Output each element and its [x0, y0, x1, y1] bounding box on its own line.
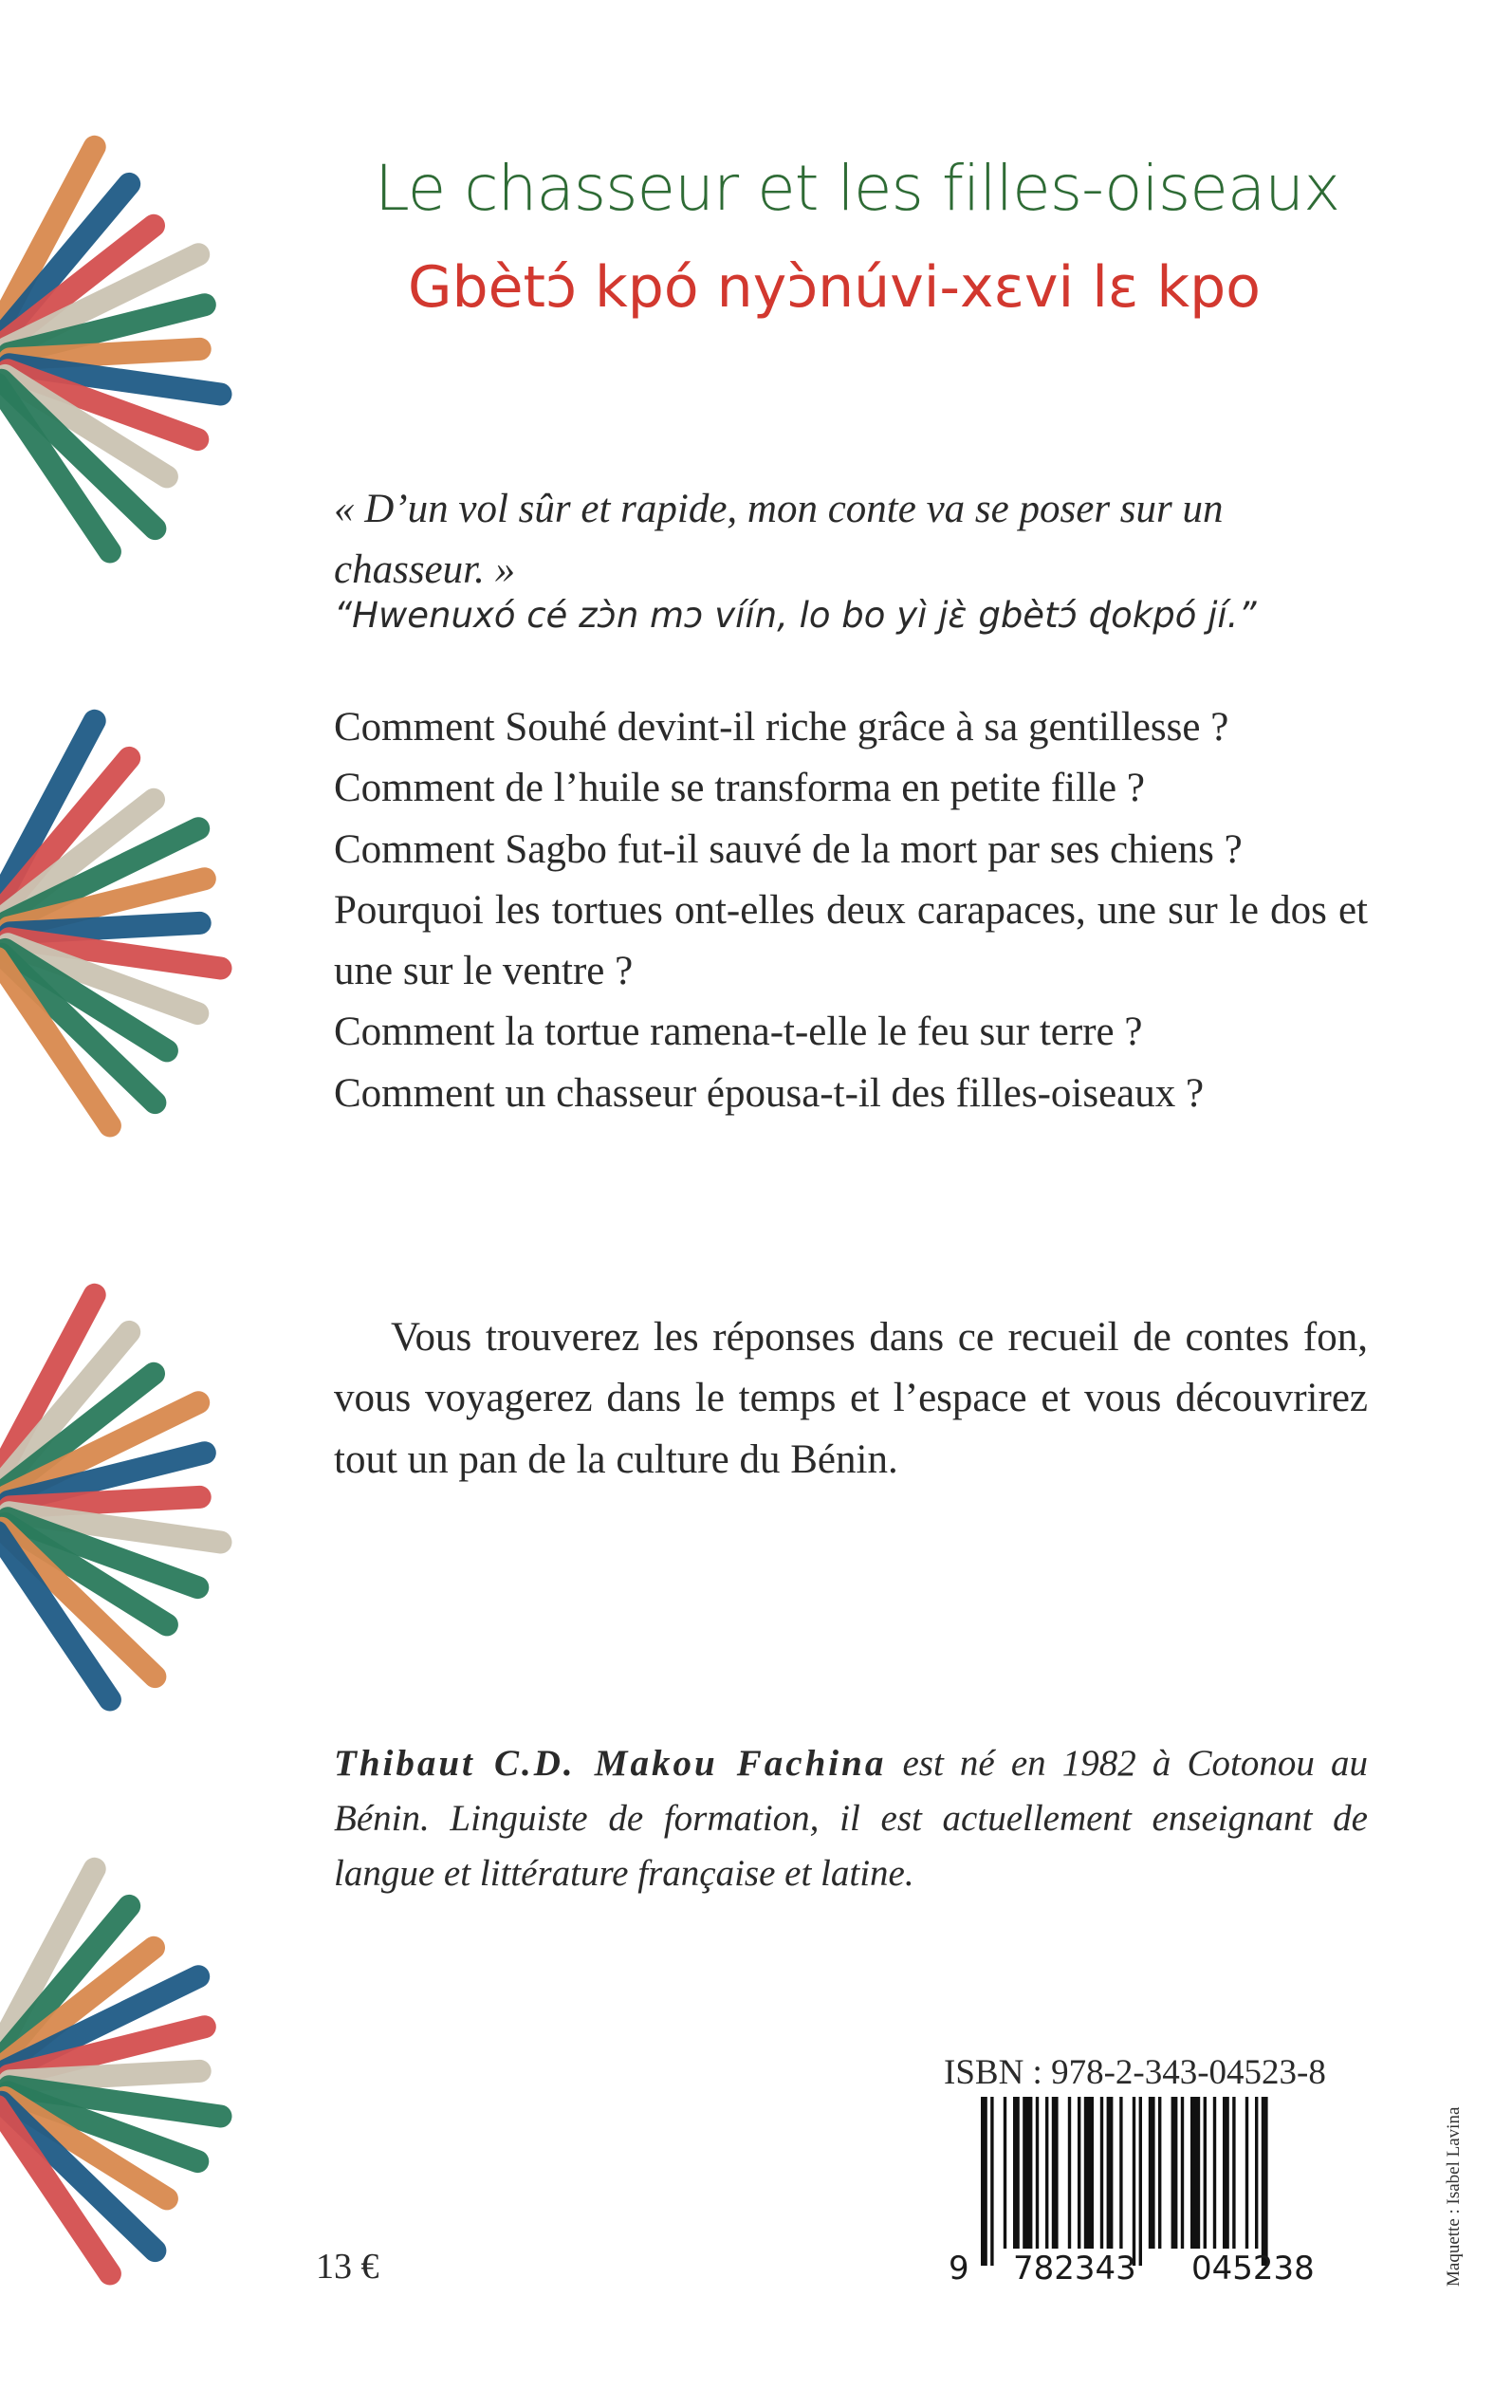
brush-fan — [0, 147, 220, 552]
brush-fan — [0, 1295, 220, 1700]
barcode-bar — [1223, 2097, 1229, 2249]
barcode-bar — [981, 2097, 987, 2266]
question-item: Pourquoi les tortues ont-elles deux carapaces, une sur le dos et une sur le ventre ? — [334, 887, 1368, 994]
barcode-bar — [1100, 2097, 1103, 2249]
barcode-bar — [1171, 2097, 1178, 2249]
brush-fan — [0, 721, 220, 1126]
barcode-bar — [1204, 2097, 1207, 2249]
barcode-digit-lead: 9 — [949, 2250, 969, 2287]
barcode-bar — [1149, 2097, 1155, 2249]
barcode-bar — [1139, 2097, 1142, 2266]
barcode-bar — [1078, 2097, 1080, 2249]
question-item: Comment un chasseur épousa-t-il des filles-oiseaux ? — [334, 1070, 1205, 1116]
barcode-bar — [1245, 2097, 1248, 2249]
question-item: Comment la tortue ramena-t-elle le feu sur terre ? — [334, 1010, 1143, 1055]
barcode — [949, 2097, 1371, 2287]
author-name: Thibaut C.D. Makou Fachina — [334, 1743, 887, 1784]
barcode-bar — [1013, 2097, 1020, 2249]
price: 13 € — [316, 2247, 379, 2287]
brush-fan — [0, 1869, 220, 2274]
barcode-bar — [1107, 2097, 1114, 2249]
barcode-digits-left: 782343 — [1013, 2250, 1136, 2287]
barcode-bar — [1036, 2097, 1039, 2249]
barcode-bar — [1023, 2097, 1032, 2249]
opening-quote-french: « D’un vol sûr et rapide, mon conte va se poser sur un chasseur. » — [334, 487, 1224, 592]
barcode-bars — [981, 2097, 1268, 2266]
barcode-bar — [1190, 2097, 1200, 2249]
isbn-label: ISBN : 978-2-343-04523-8 — [944, 2053, 1326, 2092]
book-title-french: Le chasseur et les filles-oiseaux — [375, 152, 1340, 225]
barcode-bar — [1133, 2097, 1135, 2266]
book-title-fon: Gbètɔ́ kpó nyɔ̀núvi-xɛvi lɛ kpo — [408, 254, 1261, 321]
barcode-bar — [1181, 2097, 1184, 2249]
barcode-bar — [1052, 2097, 1059, 2249]
barcode-bar — [990, 2097, 993, 2266]
barcode-bar — [1084, 2097, 1094, 2249]
author-bio — [334, 1736, 1368, 1901]
barcode-bar — [1255, 2097, 1258, 2249]
design-credit — [1432, 2016, 1470, 2287]
barcode-digits-right: 045238 — [1191, 2250, 1315, 2287]
answer-paragraph: Vous trouverez les réponses dans ce recueil de contes fon, vous voyagerez dans le temps et l’espace et vous découvrirez tout un pan de la culture du Bénin. — [334, 1315, 1368, 1482]
question-list — [334, 697, 1368, 1124]
opening-quote-fon: “Hwenuxó cé zɔ̀n mɔ víín, lo bo yì jɛ̀ gbètɔ́ ɖokpó jí.” — [334, 595, 1257, 636]
barcode-bar — [1045, 2097, 1048, 2249]
barcode-bar — [1119, 2097, 1122, 2249]
barcode-bar — [1262, 2097, 1268, 2266]
question-item: Comment Sagbo fut-il sauvé de la mort par ses chiens ? — [334, 826, 1243, 872]
decorative-brush-fans — [0, 0, 285, 2408]
barcode-bar — [1232, 2097, 1235, 2249]
barcode-bar — [1158, 2097, 1161, 2249]
design-credit-text: Maquette : Isabel Lavina — [1444, 2106, 1464, 2287]
question-item: Comment Souhé devint-il riche grâce à sa gentillesse ? — [334, 705, 1229, 750]
question-item: Comment de l’huile se transforma en petite fille ? — [334, 766, 1145, 811]
barcode-bar — [1004, 2097, 1006, 2249]
barcode-bar — [1068, 2097, 1071, 2249]
author-bio-text: est né en 1982 à Cotonou au Bénin. Linguiste de formation, il est actuellement enseignant de langue et littérature française et latine. — [334, 1743, 1368, 1894]
barcode-bar — [1213, 2097, 1216, 2249]
